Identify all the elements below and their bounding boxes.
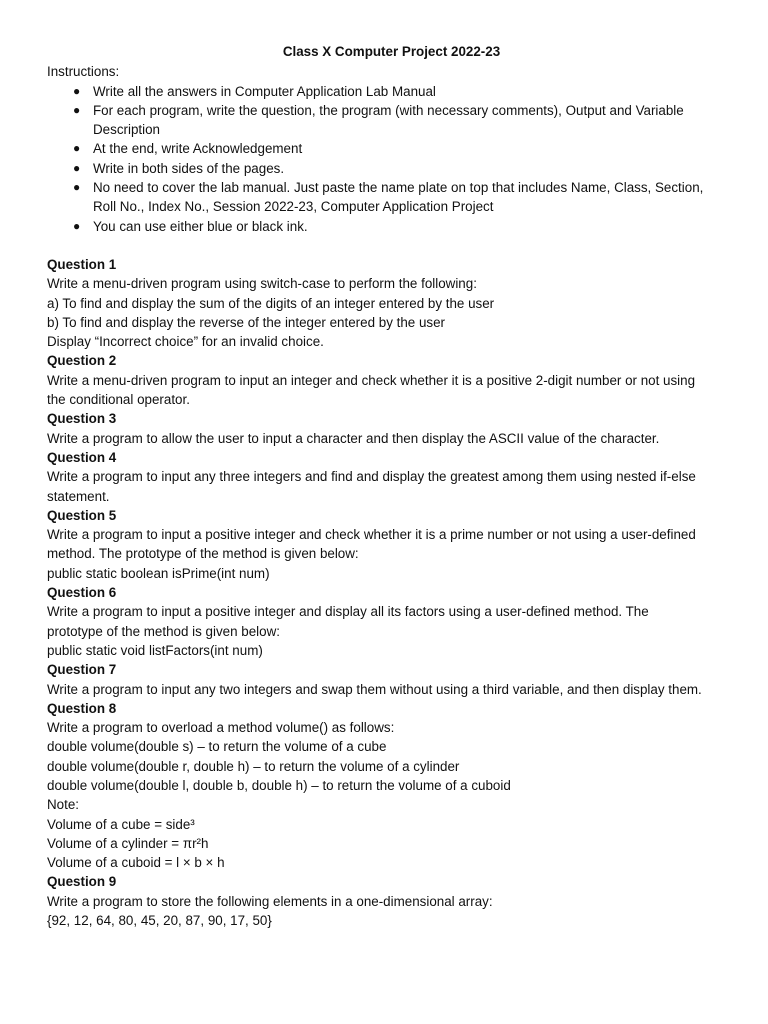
question-text: Write a program to allow the user to input a character and then display the ASCII value of the character. — [47, 430, 660, 446]
bullet-icon: ● — [73, 218, 81, 233]
question-3 — [47, 409, 708, 448]
question-heading: Question 4 — [47, 449, 117, 465]
question-8 — [47, 699, 708, 873]
section-spacer — [47, 236, 708, 255]
question-heading: Question 3 — [47, 411, 117, 427]
question-text: Write a program to overload a method volume() as follows: — [47, 720, 395, 736]
note-label: Note: — [47, 797, 80, 813]
instruction-text: At the end, write Acknowledgement — [93, 141, 303, 157]
question-4 — [47, 448, 708, 506]
bullet-icon: ● — [73, 141, 81, 156]
question-text: Write a program to input a positive integer and check whether it is a prime number or not using a user-defined method. The prototype of the method is given below: — [47, 527, 696, 562]
instruction-text: For each program, write the question, the program (with necessary comments), Output and Variable Description — [93, 102, 684, 138]
question-7 — [47, 660, 708, 699]
instruction-text: Write in both sides of the pages. — [93, 160, 285, 176]
question-text: a) To find and display the sum of the digits of an integer entered by the user — [47, 295, 495, 311]
question-text: Write a program to input a positive integer and display all its factors using a user-defined method. The prototype of the method is given below: — [47, 604, 649, 639]
question-6 — [47, 583, 708, 660]
question-2 — [47, 351, 708, 409]
question-text: Write a program to input any three integers and find and display the greatest among them using nested if-else statement. — [47, 469, 696, 504]
instruction-item — [73, 178, 708, 217]
question-text: Display “Incorrect choice” for an invalid choice. — [47, 334, 324, 350]
question-heading: Question 8 — [47, 700, 117, 716]
method-prototype: public static boolean isPrime(int num) — [47, 565, 270, 581]
instruction-item — [73, 159, 708, 178]
document-title: Class X Computer Project 2022-23 — [282, 44, 501, 59]
bullet-icon: ● — [73, 160, 81, 175]
instruction-item — [73, 217, 708, 236]
question-heading: Question 7 — [47, 662, 117, 678]
question-9 — [47, 872, 708, 930]
question-heading: Question 5 — [47, 507, 117, 523]
instructions-heading: Instructions: — [47, 64, 120, 80]
instruction-text: No need to cover the lab manual. Just paste the name plate on top that includes Name, Class, Section, Roll No., Index No., Session 2022-23, Computer Application Project — [93, 180, 704, 215]
question-heading: Question 2 — [47, 353, 117, 369]
array-elements: {92, 12, 64, 80, 45, 20, 87, 90, 17, 50} — [47, 913, 272, 929]
instruction-text: You can use either blue or black ink. — [93, 218, 308, 234]
method-overload-line: double volume(double l, double b, double h) – to return the volume of a cuboid — [47, 777, 511, 793]
question-heading: Question 9 — [47, 874, 117, 890]
formula-line: Volume of a cube = side³ — [47, 816, 195, 832]
formula-line: Volume of a cuboid = l × b × h — [47, 855, 225, 871]
instructions-list — [47, 82, 708, 236]
bullet-icon: ● — [73, 83, 81, 98]
question-text: Write a program to store the following elements in a one-dimensional array: — [47, 893, 493, 909]
question-text: b) To find and display the reverse of the integer entered by the user — [47, 314, 445, 330]
instruction-item — [73, 139, 708, 158]
question-text: Write a menu-driven program to input an integer and check whether it is a positive 2-digit number or not using the conditional operator. — [47, 372, 696, 408]
instruction-text: Write all the answers in Computer Application Lab Manual — [93, 83, 436, 99]
question-1 — [47, 255, 708, 351]
formula-line: Volume of a cylinder = πr²h — [47, 835, 209, 851]
method-overload-line: double volume(double r, double h) – to return the volume of a cylinder — [47, 758, 460, 774]
bullet-icon: ● — [73, 180, 81, 195]
question-heading: Question 6 — [47, 585, 117, 601]
bullet-icon: ● — [73, 102, 81, 117]
instruction-item — [73, 82, 708, 101]
question-text: Write a program to input any two integers and swap them without using a third variable, and then display them. — [47, 681, 702, 697]
question-heading: Question 1 — [47, 256, 117, 272]
instruction-item — [73, 101, 708, 140]
question-text: Write a menu-driven program using switch-case to perform the following: — [47, 276, 477, 292]
question-5 — [47, 506, 708, 583]
method-overload-line: double volume(double s) – to return the volume of a cube — [47, 739, 387, 755]
method-prototype: public static void listFactors(int num) — [47, 642, 263, 658]
